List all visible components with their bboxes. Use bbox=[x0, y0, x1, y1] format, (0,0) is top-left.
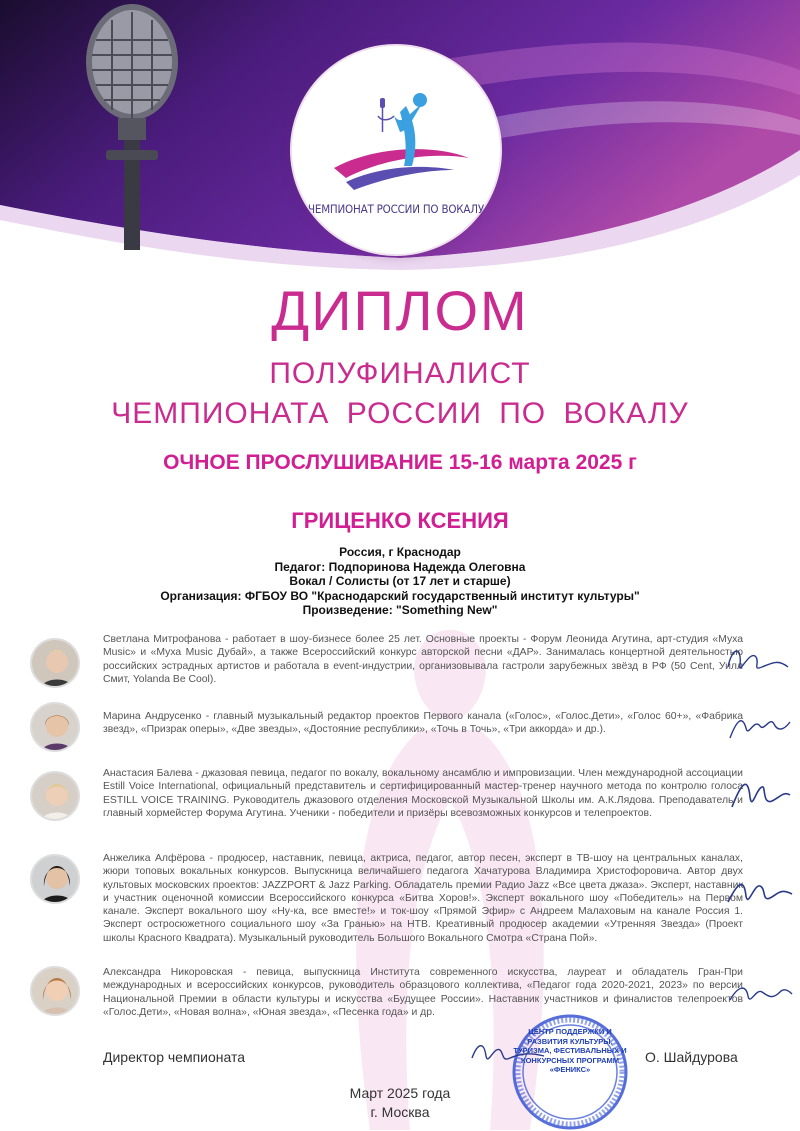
avatar bbox=[30, 702, 80, 752]
diploma-subtitle-line1: ПОЛУФИНАЛИСТ bbox=[269, 357, 531, 390]
microphone-icon bbox=[60, 0, 200, 250]
avatar bbox=[30, 854, 80, 904]
director-signature bbox=[468, 1036, 548, 1070]
participant-details bbox=[0, 545, 800, 618]
work: Произведение: "Something New" bbox=[302, 603, 498, 617]
organization: Организация: ФГБОУ ВО "Краснодарский государственный институт культуры" bbox=[160, 588, 640, 603]
avatar bbox=[30, 966, 80, 1016]
juror-signature bbox=[722, 771, 794, 819]
juror-signature bbox=[722, 868, 794, 916]
juror-bio: Анжелика Алфёрова - продюсер, наставник, певица, актриса, педагог, автор песен, эксперт в ТВ-шоу на центральных каналах, жюри топовых вокальных конкурсов. Выпускница величайшего педагога Хачатурова Владимира Христофоровича. Автор двух культовых московских проектов: JAZZPORT & Jazz Parking. Обладатель премии Радио Jazz «Все цвета джаза». Эксперт, наставник и участник оценочной комиссии Всероссийского конкурса «Битва Хоров!». Эксперт вокального шоу «Победитель» на Первом канале. Эксперт вокального шоу «Ну-ка, все вместе!» и ток-шоу «Прямой Эфир» с Андреем Малаховым на канале Россия 1. Эксперт остросюжетного социального шоу «За Гранью» на НТВ. Креативный продюсер академии «Утренняя Звезда» (Проект школы Красного Квадрата). Музыкальный руководитель Большого Вокального Смотра «Страна Пой». bbox=[103, 853, 743, 944]
avatar bbox=[30, 771, 80, 821]
juror-bio: Светлана Митрофанова - работает в шоу-бизнесе более 25 лет. Основные проекты - Форум Леонида Агутина, арт-студия «Муха Music» и «Муха Music Дубай», а также Всероссийский конкурс авторской песни «ДАР». Занималась концертной деятельностью российских эстрадных артистов и работала в event-индустрии, организовывала гастроли зарубежных звёзд в РФ (50 Cent, Уилл Смит, Yolanda Be Cool). bbox=[103, 634, 743, 685]
logo-text: ЧЕМПИОНАТ РОССИИ ПО ВОКАЛУ bbox=[307, 202, 485, 216]
juror-signature bbox=[722, 704, 794, 752]
juror-signature bbox=[722, 970, 794, 1018]
championship-logo bbox=[290, 44, 502, 256]
issue-date: Март 2025 года bbox=[349, 1085, 451, 1101]
juror-bio: Марина Андрусенко - главный музыкальный редактор проектов Первого канала («Голос», «Голос.Дети», «Голос 60+», «Фабрика звезд», «Призрак оперы», «Две звезды», «Достояние республики», «Точь в Точь», «Три аккорда» и др.). bbox=[103, 711, 743, 736]
audition-line: ОЧНОЕ ПРОСЛУШИВАНИЕ 15-16 марта 2025 г bbox=[163, 451, 637, 474]
juror-bio: Александра Никоровская - певица, выпускница Института современного искусства, лауреат и обладатель Гран-При международных и всероссийских конкурсов, руководитель образцового коллектива, «Педагог года 2020-2021, 2023» по версии Национальной Премии в области культуры и искусства «Будущее России». Наставник участников и финалистов телепроектов «Голос.Дети», «Новая волна», «Юная звезда», «Песенка года» и др. bbox=[103, 967, 743, 1018]
singer-logo-icon bbox=[324, 86, 474, 196]
location: Россия, г Краснодар bbox=[339, 545, 461, 559]
avatar bbox=[30, 638, 80, 688]
juror-bio: Анастасия Балева - джазовая певица, педагог по вокалу, вокальному ансамблю и импровизации. Член международной ассоциации Estill Voice International, официальный представитель и сертифицированный мастер-тренер научного метода по контролю голоса ESTILL VOICE TRAINING. Руководитель джазового отделения Московской Музыкальной Школы им. А.К.Лядова. Преподаватель и главный хормейстер Форума Агутина. Ученики - победители и призёры всевозможных конкурсов и телепроектов. bbox=[103, 768, 743, 819]
juror-signature bbox=[722, 637, 794, 685]
director-name: О. Шайдурова bbox=[645, 1049, 738, 1065]
category: Вокал / Солисты (от 17 лет и старше) bbox=[289, 574, 511, 588]
diploma-title: ДИПЛОМ bbox=[271, 279, 529, 342]
diploma-subtitle-line2: ЧЕМПИОНАТА РОССИИ ПО ВОКАЛУ bbox=[111, 397, 689, 430]
stamp-text: ЦЕНТР ПОДДЕРЖКИ И РАЗВИТИЯ КУЛЬТУРЫ, ТУРИЗМА, ФЕСТИВАЛЬНЫХ И КОНКУРСНЫХ ПРОГРАММ «ФЕНИКС» bbox=[513, 1027, 627, 1074]
teacher: Педагог: Подпоринова Надежда Олеговна bbox=[274, 559, 526, 574]
director-label: Директор чемпионата bbox=[103, 1049, 246, 1065]
participant-name: ГРИЦЕНКО КСЕНИЯ bbox=[291, 508, 509, 533]
issue-city: г. Москва bbox=[370, 1104, 430, 1120]
